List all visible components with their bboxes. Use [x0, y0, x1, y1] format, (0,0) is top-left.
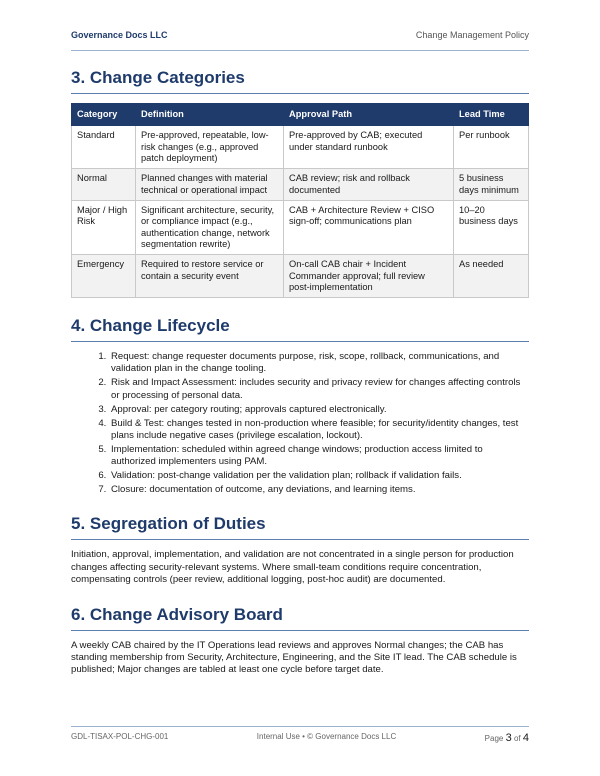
page-footer: [71, 726, 529, 744]
section-title-segregation: 5. Segregation of Duties: [71, 514, 529, 540]
table-header-row: [72, 104, 529, 126]
column-header: Lead Time: [454, 104, 529, 126]
footer-classification: Internal Use • © Governance Docs LLC: [256, 732, 397, 741]
section-title-lifecycle: 4. Change Lifecycle: [71, 316, 529, 342]
section-title-categories: 3. Change Categories: [71, 68, 529, 94]
section-segregation-of-duties: [71, 514, 529, 586]
list-item: 4. Build & Test: changes tested in non-production where feasible; for security/identity changes, test plans include negative cases (privilege escalation, lockout).: [109, 418, 529, 442]
table-cell: Planned changes with material technical or operational impact: [136, 169, 284, 201]
table-cell: 10–20 business days: [454, 200, 529, 254]
header-brand: Governance Docs LLC: [71, 30, 168, 40]
table-cell: As needed: [454, 255, 529, 298]
column-header: Category: [72, 104, 136, 126]
header-doc-title: Change Management Policy: [415, 30, 529, 40]
section-change-categories: [71, 68, 529, 298]
table-cell: CAB + Architecture Review + CISO sign-off; communications plan: [284, 200, 454, 254]
section-title-cab: 6. Change Advisory Board: [71, 605, 529, 631]
list-item: 1. Request: change requester documents purpose, risk, scope, rollback, communications, and validation plan in the change tooling.: [109, 351, 529, 375]
table-cell: Significant architecture, security, or compliance impact (e.g., authentication change, network segmentation rewrite): [136, 200, 284, 254]
page-content: [71, 68, 529, 677]
page-header: [71, 30, 529, 51]
column-header: Approval Path: [284, 104, 454, 126]
table-cell: 5 business days minimum: [454, 169, 529, 201]
table-row: [72, 255, 529, 298]
table-cell: Standard: [72, 126, 136, 169]
table-cell: CAB review; risk and rollback documented: [284, 169, 454, 201]
list-item: 6. Validation: post-change validation per the validation plan; rollback if validation fails.: [109, 470, 529, 482]
table-cell: Per runbook: [454, 126, 529, 169]
page-total: 4: [522, 732, 529, 744]
page-label: Page: [484, 734, 504, 743]
page-number: [485, 732, 529, 744]
table-cell: On-call CAB chair + Incident Commander approval; full review post-implementation: [284, 255, 454, 298]
lifecycle-list: [71, 351, 529, 496]
table-cell: Required to restore service or contain a security event: [136, 255, 284, 298]
list-item: 3. Approval: per category routing; approvals captured electronically.: [109, 404, 529, 416]
list-item: 2. Risk and Impact Assessment: includes security and privacy review for changes affecting controls or processing of personal data.: [109, 377, 529, 401]
table-row: [72, 126, 529, 169]
column-header: Definition: [136, 104, 284, 126]
footer-doc-id: GDL-TISAX-POL-CHG-001: [71, 732, 169, 741]
list-item: 7. Closure: documentation of outcome, any deviations, and learning items.: [109, 484, 529, 496]
table-row: [72, 169, 529, 201]
segregation-body: Initiation, approval, implementation, and validation are not concentrated in a single person for production changes affecting security-relevant systems. Where small-team conditions require concentration, compensating controls (peer review, additional logging, post-hoc audit) are documented.: [71, 549, 514, 586]
list-item: 5. Implementation: scheduled within agreed change windows; production access limited to authorized implementers using PAM.: [109, 444, 529, 468]
table-cell: Pre-approved, repeatable, low-risk changes (e.g., approved patch deployment): [136, 126, 284, 169]
table-cell: Major / High Risk: [72, 200, 136, 254]
table-cell: Normal: [72, 169, 136, 201]
table-cell: Emergency: [72, 255, 136, 298]
section-change-advisory-board: [71, 605, 529, 677]
page-of: of: [513, 734, 521, 743]
table-cell: Pre-approved by CAB; executed under standard runbook: [284, 126, 454, 169]
table-row: [72, 200, 529, 254]
cab-body: A weekly CAB chaired by the IT Operations lead reviews and approves Normal changes; the CAB has standing membership from Security, Architecture, Engineering, and the Site IT lead. The CAB schedule is published; Major changes are tabled at least one cycle before target date.: [71, 639, 517, 676]
change-categories-table: [71, 103, 529, 298]
page-current: 3: [505, 732, 512, 744]
section-change-lifecycle: [71, 316, 529, 496]
